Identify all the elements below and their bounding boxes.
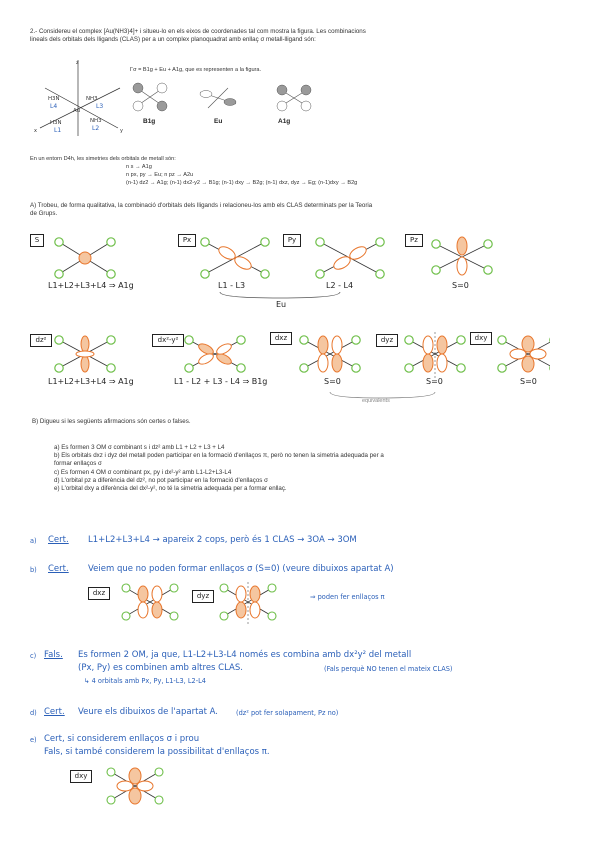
answer-dxz-diagram (122, 584, 178, 620)
answer-c-verdict: Fals. (44, 650, 63, 660)
symmetry-line: (n-1) dz2 → A1g; (n-1) dx2-y2 → B1g; (n-1) dxy → B2g; (n-1) dxz, dyz → Eg; (n-1)dxy → B2g (126, 180, 358, 186)
px-overlap-diagram (201, 238, 269, 278)
dxz-combination-label: S=0 (324, 377, 341, 386)
irrep-label-eu: Eu (214, 118, 223, 125)
dxy-overlap-diagram (498, 336, 550, 372)
ligand-label: H3N (50, 120, 62, 126)
answer-b-result: ⇒ poden fer enllaços π (310, 593, 385, 601)
gamma-sigma-text: Γσ = B1g + Eu + A1g, que es representen a la figura. (130, 67, 262, 73)
answer-b-text: Veiem que no poden formar enllaços σ (S=0) (veure dibuixos apartat A) (88, 564, 394, 574)
eu-brace (220, 292, 340, 298)
answer-box-dyz: dyz (192, 590, 214, 603)
answer-box-dxz: dxz (88, 587, 110, 600)
answer-c-text3: ↳ 4 orbitals amb Px, Py, L1-L3, L2-L4 (84, 677, 206, 685)
answer-b-verdict: Cert. (48, 564, 69, 574)
b1g-clas-figure (133, 83, 167, 111)
axis-x-label: x (34, 128, 37, 134)
eu-brace-label: Eu (276, 300, 287, 309)
answer-dyz-diagram (220, 582, 276, 624)
py-overlap-diagram (316, 238, 384, 278)
answer-c-text1: Es formen 2 OM, ja que, L1-L2+L3-L4 només es combina amb dx²y² del metall (78, 650, 412, 660)
orbital-box-dxz: dxz (270, 332, 292, 345)
answer-c-note: (Fals perquè NO tenen el mateix CLAS) (324, 665, 453, 673)
eu-clas-figure (200, 88, 236, 108)
statement-e: e) L'orbital dxy a diferència del dx²-y², no té la simetria adequada per a formar enllaç. (54, 485, 287, 493)
answer-d-note: (dz² pot fer solapament, Pz no) (236, 709, 339, 717)
dxy-combination-label: S=0 (520, 377, 537, 386)
answer-a-verdict: Cert. (48, 535, 69, 545)
ligand-number: L1 (54, 127, 62, 134)
a1g-clas-figure (277, 85, 311, 111)
axis-y-label: y (120, 128, 123, 134)
orbital-box-s: S (30, 234, 44, 247)
symmetry-line: n px, py → Eu; n pz → A2u (126, 172, 194, 178)
answer-c-text2: (Px, Py) es combinen amb altres CLAS. (78, 663, 243, 673)
answer-a-tag: a) (30, 537, 37, 545)
answer-d-tag: d) (30, 709, 37, 717)
answer-e-line1: Cert, si considerem enllaços σ i prou (44, 734, 200, 744)
symmetry-line: n s → A1g (126, 164, 152, 170)
pz-combination-label: S=0 (452, 281, 469, 290)
axis-z-label: z (76, 60, 79, 66)
answer-c-tag: c) (30, 652, 37, 660)
orbital-box-pz: Pz (405, 234, 423, 247)
answer-d-text: Veure els dibuixos de l'apartat A. (78, 707, 219, 717)
py-combination-label: L2 - L4 (326, 281, 354, 290)
dyz-overlap-diagram (405, 332, 465, 378)
ligand-label: NH3 (86, 96, 98, 102)
answer-box-dxy: dxy (70, 770, 92, 783)
irrep-label-a1g: A1g (278, 118, 291, 125)
ligand-number: L2 (92, 125, 100, 132)
px-combination-label: L1 - L3 (218, 281, 246, 290)
statement-c: c) Es formen 4 OM σ combinant px, py i dx²-y² amb L1-L2+L3-L4 (54, 468, 232, 476)
dz2-overlap-diagram (55, 336, 115, 372)
pz-overlap-diagram (432, 237, 492, 275)
answer-b-tag: b) (30, 566, 37, 574)
orbital-box-dxy: dxy (470, 332, 492, 345)
orbital-box-dz2: dz² (30, 334, 52, 347)
metal-label: Au (73, 108, 81, 114)
answer-e-line2: Fals, si també considerem la possibilitat d'enllaços π. (44, 747, 270, 757)
equivalents-note: equivalents (362, 398, 390, 404)
irrep-label-b1g: B1g (143, 118, 156, 125)
answer-e-tag: e) (30, 736, 37, 744)
answer-dxy-diagram (100, 762, 170, 810)
dz2-combination-label: L1+L2+L3+L4 ⇒ A1g (48, 377, 134, 386)
complex-structure-diagram (30, 58, 130, 138)
question-intro: 2.- Considereu el complex [Au(NH3)4]+ i situeu-lo en els eixos de coordenades tal com mostra la figura. Les combinacions lineals dels orbitals dels lligands (CLAS) per a un complex planoquadrat amb enllaç σ metall-lligand són: (30, 28, 366, 44)
orbital-box-dyz: dyz (376, 334, 398, 347)
dxz-overlap-diagram (300, 336, 360, 372)
s-overlap-diagram (55, 238, 115, 278)
part-b-title: B) Digueu si les següents afirmacions són certes o falses. (32, 418, 191, 425)
answer-a-text: L1+L2+L3+L4 → apareix 2 cops, però és 1 CLAS → 3OA → 3OM (88, 535, 357, 545)
part-a-row1-diagrams (30, 230, 510, 312)
symmetry-intro: En un entorn D4h, les simetries dels orbitals de metall són: (30, 156, 176, 162)
ligand-label: NH3 (90, 118, 102, 124)
part-a-title: A) Trobeu, de forma qualitativa, la combinació d'orbitals dels lligands i relacioneu-los amb els CLAS determinats per la Teoria de Grups. (30, 202, 373, 218)
orbital-box-py: Py (283, 234, 301, 247)
orbital-box-px: Px (178, 234, 196, 247)
orbital-box-dx2y2: dx²-y² (152, 334, 184, 347)
answer-d-verdict: Cert. (44, 707, 65, 717)
ligand-label: H3N (48, 96, 60, 102)
statement-a: a) Es formen 3 OM σ combinant s i dz² amb L1 + L2 + L3 + L4 (54, 444, 225, 451)
statement-b: b) Els orbitals dxz i dyz del metall poden participar en la formació d'enllaços π, però no tenen la simetria adequada per a formar enllaços σ (54, 452, 384, 468)
dx2y2-overlap-diagram (185, 336, 245, 372)
clas-figures (128, 78, 328, 124)
part-b-statements (54, 444, 394, 493)
ligand-number: L3 (96, 103, 104, 110)
dx2y2-combination-label: L1 - L2 + L3 - L4 ⇒ B1g (174, 377, 268, 386)
s-combination-label: L1+L2+L3+L4 ⇒ A1g (48, 281, 134, 290)
dyz-combination-label: S=0 (426, 377, 443, 386)
ligand-number: L4 (50, 103, 58, 110)
statement-d: d) L'orbital pz a diferència del dz², no pot participar en la formació d'enllaços σ (54, 476, 268, 484)
